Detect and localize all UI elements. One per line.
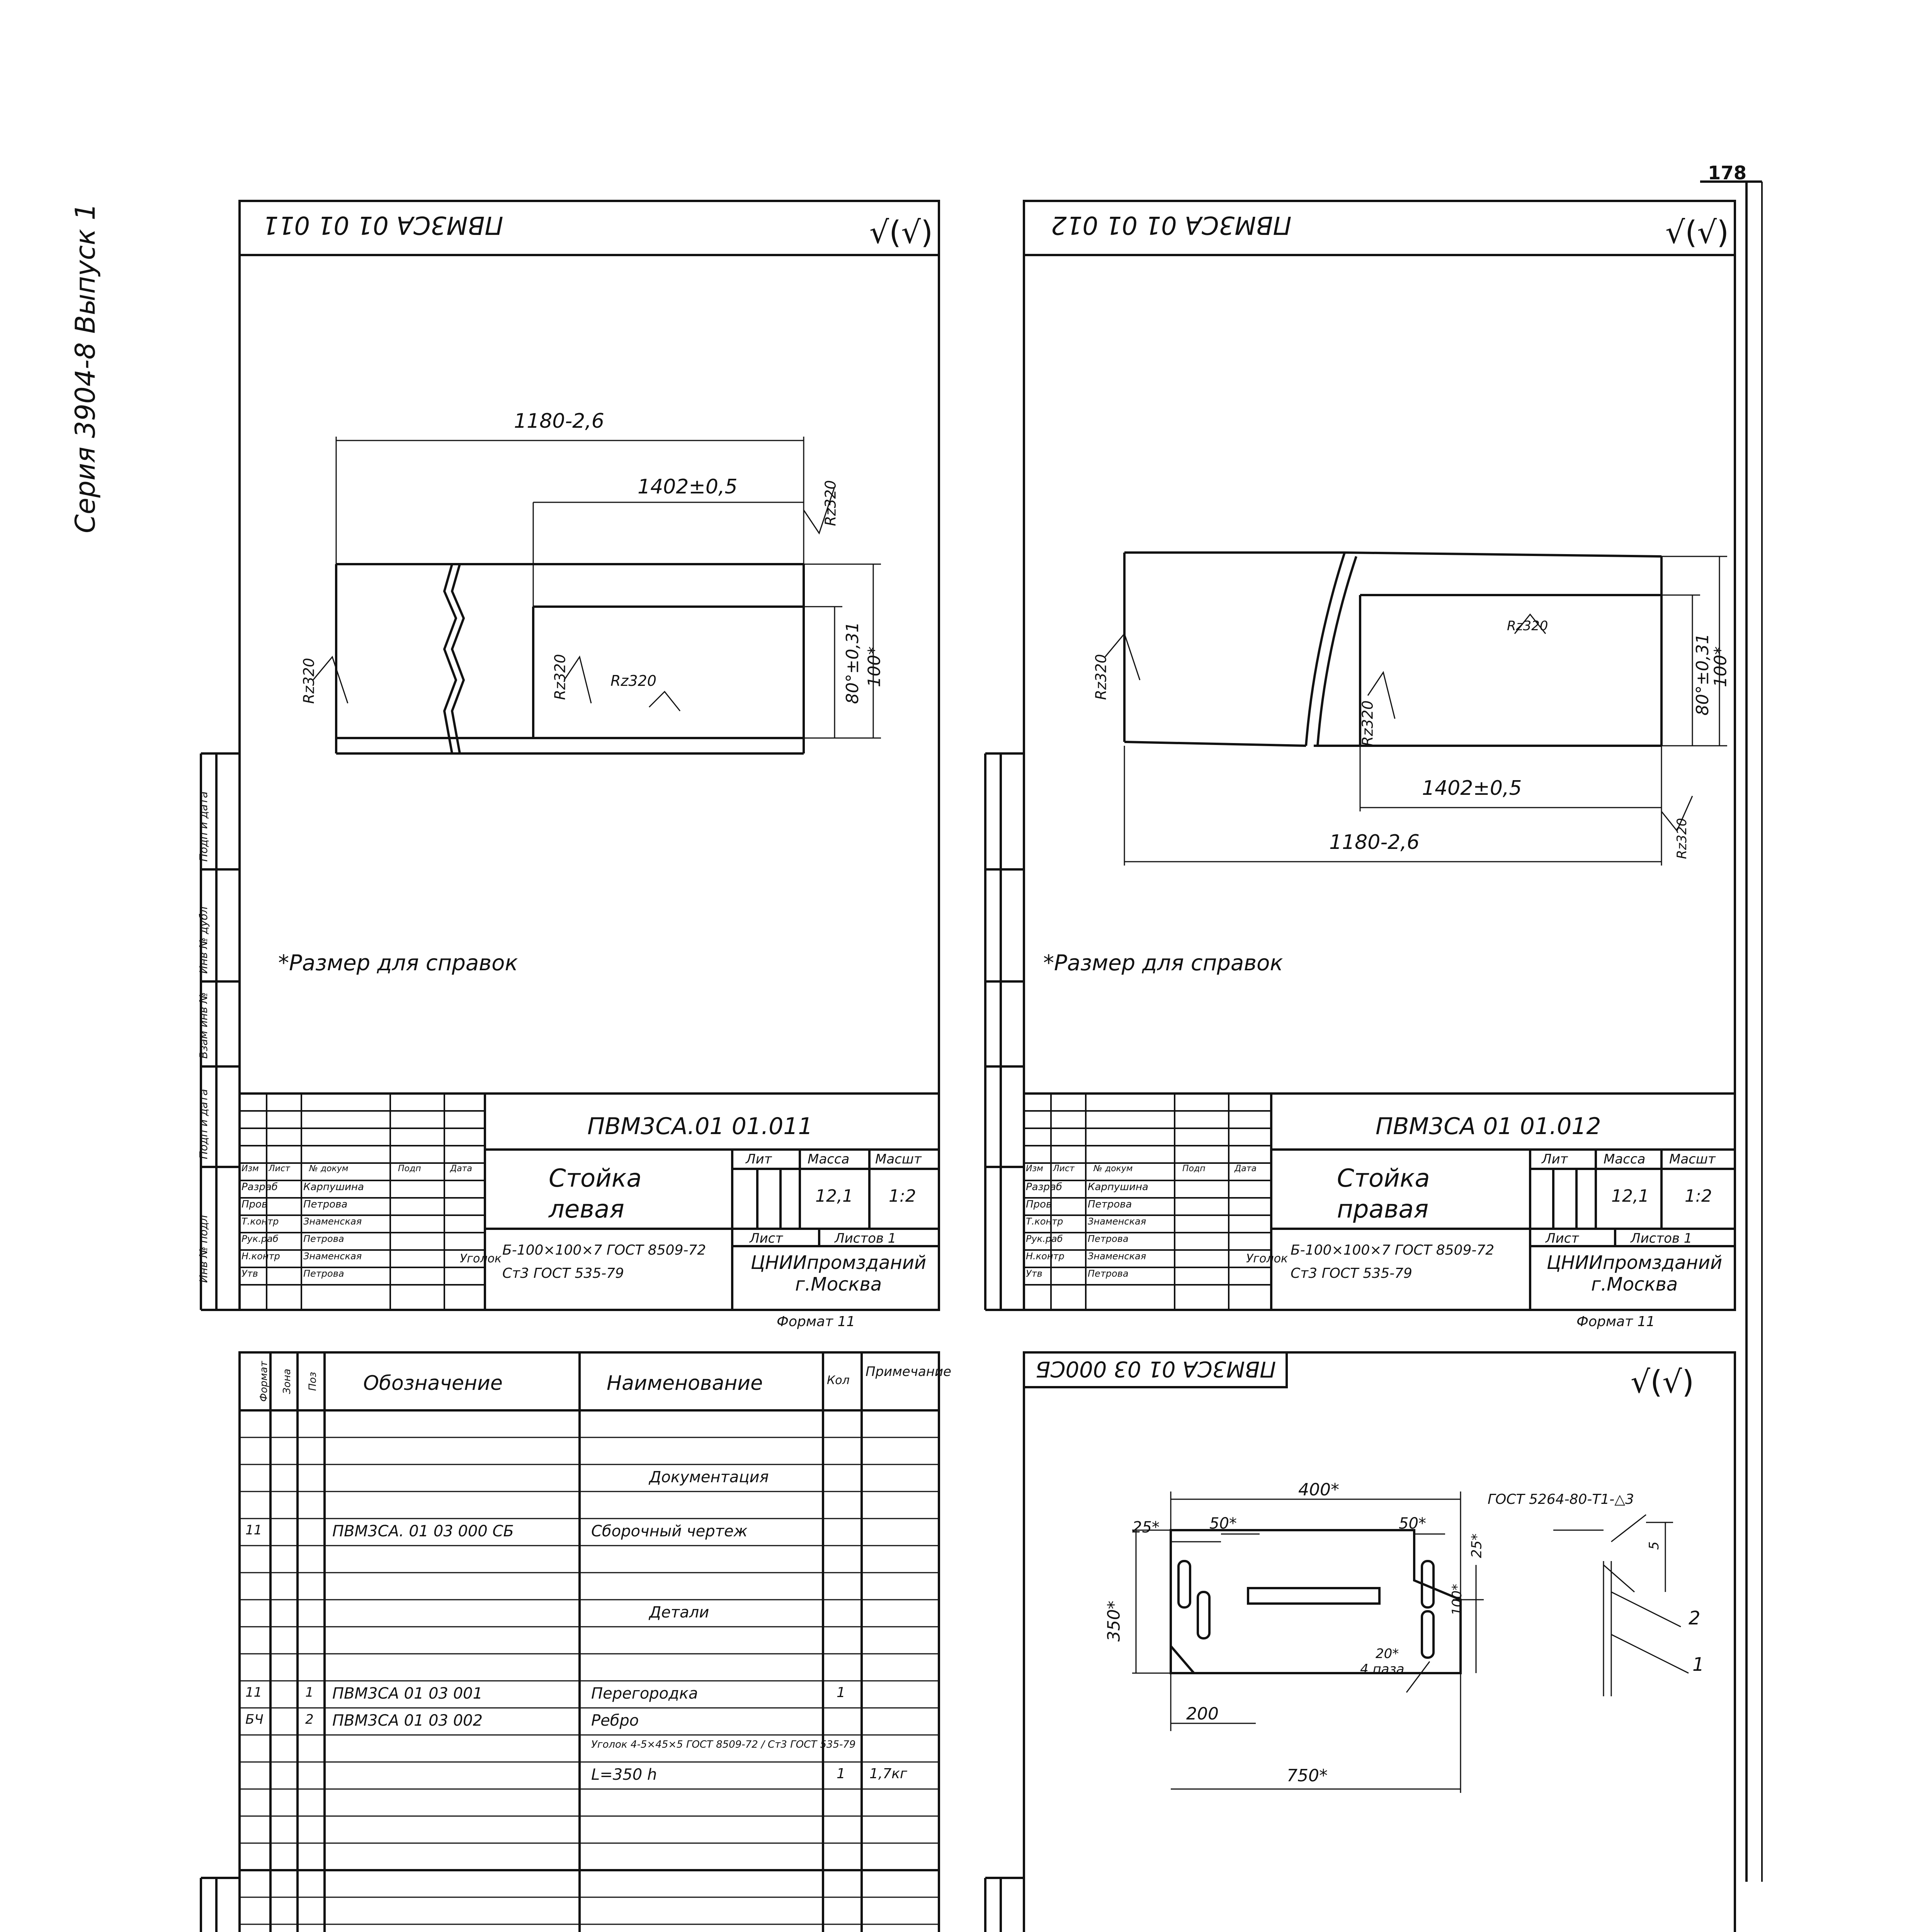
side-stamp: Инв № дубл: [197, 906, 210, 974]
role-name: Знаменская: [1088, 1216, 1146, 1227]
tb-head: Подп: [398, 1164, 421, 1173]
role-name: Петрова: [303, 1268, 344, 1279]
format-label: Формат 11: [1576, 1314, 1655, 1330]
dim-5: 5: [1646, 1541, 1662, 1550]
spec-cell-format: БЧ: [245, 1712, 264, 1727]
role: Т.контр: [1026, 1216, 1063, 1227]
spec-cell-designation: ПВМ3СА 01 03 001: [332, 1685, 483, 1702]
dim-50a: 50*: [1209, 1515, 1237, 1532]
spec-cell-name: Перегородка: [591, 1685, 698, 1702]
tb-head: Изм: [241, 1164, 259, 1173]
dim-25b: 25*: [1469, 1533, 1485, 1558]
roughness-mark: Rz320: [1674, 818, 1690, 859]
roughness-symbol: √(√): [1631, 1364, 1694, 1400]
spec-head-qty: Кол: [827, 1374, 850, 1387]
role-name: Знаменская: [1088, 1251, 1146, 1262]
spec-cell-pos: 1: [305, 1685, 314, 1700]
material-line1: Б-100×100×7 ГОСТ 8509-72: [502, 1242, 706, 1258]
spec-head-name: Наименование: [607, 1372, 763, 1395]
title-name: Стойка правая: [1337, 1164, 1430, 1224]
role: Разраб: [1026, 1181, 1062, 1193]
tb-head: Подп: [1182, 1164, 1206, 1173]
spec-cell-note: 1,7кг: [869, 1766, 907, 1782]
roughness-mark: Rz320: [551, 654, 569, 700]
side-stamp: Подп и дата: [197, 1089, 210, 1159]
dim-height-a: 80°±0,31: [1692, 633, 1712, 716]
lit-label: Лит: [746, 1151, 772, 1167]
spec-cell-qty: 1: [837, 1685, 845, 1701]
role-name: Петрова: [303, 1233, 344, 1244]
spec-cell-designation: ПВМ3СА 01 03 002: [332, 1712, 483, 1730]
dim-holes: 4 паза: [1360, 1662, 1405, 1677]
role-name: Знаменская: [303, 1251, 362, 1262]
scale-label: Масшт: [875, 1151, 922, 1167]
dim-50b: 50*: [1399, 1515, 1426, 1532]
mass-value: 12,1: [1611, 1186, 1649, 1206]
tb-head: № докум: [1093, 1164, 1133, 1173]
top-stamp: ПВМ3СА 01 01 011: [263, 211, 503, 239]
role: Утв: [1026, 1268, 1042, 1279]
role: Т.контр: [241, 1216, 279, 1227]
role-name: Петрова: [303, 1199, 348, 1210]
side-stamp: Подп и дата: [197, 791, 210, 862]
role: Разраб: [241, 1181, 278, 1193]
spec-cell-format: 11: [245, 1522, 262, 1538]
sheets-label: Листов 1: [1631, 1231, 1692, 1246]
role-name: Карпушина: [303, 1181, 364, 1193]
lit-label: Лит: [1542, 1151, 1568, 1167]
tb-head: Дата: [1235, 1164, 1257, 1173]
scale-label: Масшт: [1669, 1151, 1716, 1167]
role-name: Петрова: [1088, 1233, 1129, 1244]
dim-height-b: 100*: [1711, 646, 1731, 687]
role-name: Петрова: [1088, 1268, 1129, 1279]
mass-label: Масса: [1604, 1151, 1646, 1167]
material-label: Уголок: [1246, 1252, 1288, 1265]
roughness-mark: Rz320: [610, 672, 656, 689]
dim-total: 400*: [1298, 1480, 1339, 1500]
role: Пров: [1026, 1199, 1052, 1210]
roughness-mark: Rz320: [822, 480, 839, 526]
reference-note: *Размер для справок: [278, 951, 518, 976]
side-stamp: Инв № подл: [197, 1215, 210, 1283]
tb-head: Лист: [269, 1164, 290, 1173]
spec-head-pos: Поз: [307, 1372, 319, 1391]
roughness-mark: Rz320: [1359, 700, 1376, 747]
format-label: Формат 11: [777, 1314, 855, 1330]
dim-height-b: 100*: [864, 646, 884, 687]
dim-height: 350*: [1104, 1600, 1124, 1642]
spec-cell-name: Сборочный чертеж: [591, 1522, 748, 1540]
top-stamp: ПВМ3СА 01 03 000СБ: [1036, 1356, 1276, 1381]
material-line2: Ст3 ГОСТ 535-79: [1291, 1265, 1412, 1281]
sheet-label: Лист: [750, 1231, 783, 1246]
spec-cell-qty: 1: [837, 1766, 845, 1782]
org-name: ЦНИИпромзданий г.Москва: [1546, 1252, 1723, 1295]
role: Н.контр: [1026, 1251, 1065, 1262]
scale-value: 1:2: [1685, 1186, 1712, 1206]
roughness-mark: Rz320: [1507, 618, 1548, 634]
dim-750: 750*: [1287, 1766, 1328, 1786]
roughness-mark: Rz320: [1092, 654, 1110, 700]
sheets-label: Листов 1: [835, 1231, 896, 1246]
role-name: Знаменская: [303, 1216, 362, 1227]
scale-value: 1:2: [889, 1186, 916, 1206]
position-1: 1: [1692, 1654, 1704, 1675]
spec-head-note: Примечание: [866, 1364, 951, 1379]
sheet-label: Лист: [1546, 1231, 1579, 1246]
mass-label: Масса: [808, 1151, 850, 1167]
tb-head: Изм: [1026, 1164, 1043, 1173]
spec-cell-name: Документация: [649, 1468, 769, 1486]
spec-cell-name: Детали: [649, 1604, 709, 1621]
series-label: Серия 3904-8 Выпуск 1: [70, 203, 101, 533]
dim-inner: 1402±0,5: [1422, 777, 1522, 800]
spec-cell-format: 11: [245, 1685, 262, 1700]
role: Утв: [241, 1268, 258, 1279]
spec-cell-designation: ПВМ3СА. 01 03 000 СБ: [332, 1522, 514, 1540]
top-stamp: ПВМ3СА 01 01 012: [1051, 211, 1292, 239]
role-name: Карпушина: [1088, 1181, 1148, 1193]
role: Рук.раб: [1026, 1233, 1063, 1244]
material-line2: Ст3 ГОСТ 535-79: [502, 1265, 624, 1281]
org-name: ЦНИИпромзданий г.Москва: [750, 1252, 927, 1295]
dim-200: 200: [1186, 1704, 1219, 1724]
dim-100: 100*: [1449, 1584, 1465, 1616]
position-2: 2: [1689, 1607, 1701, 1629]
tb-head: № докум: [309, 1164, 349, 1173]
dim-25a: 25*: [1132, 1519, 1160, 1536]
spec-head-zone: Зона: [281, 1369, 293, 1394]
dim-20: 20*: [1376, 1646, 1399, 1662]
side-stamp: Взам инв №: [197, 992, 210, 1059]
spec-head-format: Формат: [258, 1361, 270, 1402]
dim-length: 1180-2,6: [1329, 831, 1420, 854]
spec-cell-pos: 2: [305, 1712, 314, 1727]
dim-height-a: 80°±0,31: [842, 622, 862, 704]
roughness-mark: Rz320: [300, 658, 318, 704]
spec-cell-name: L=350 h: [591, 1766, 657, 1784]
weld-gost: ГОСТ 5264-80-Т1-△3: [1488, 1492, 1634, 1507]
page-number: 178: [1708, 162, 1747, 184]
role: Пров: [241, 1199, 268, 1210]
role: Н.контр: [241, 1251, 280, 1262]
title-code: ПВМ3СА 01 01.012: [1376, 1113, 1601, 1140]
tb-head: Лист: [1053, 1164, 1075, 1173]
mass-value: 12,1: [815, 1186, 853, 1206]
title-name: Стойка левая: [549, 1164, 642, 1224]
title-code: ПВМ3СА.01 01.011: [587, 1113, 813, 1140]
material-line1: Б-100×100×7 ГОСТ 8509-72: [1291, 1242, 1495, 1258]
reference-note: *Размер для справок: [1043, 951, 1283, 976]
dim-length: 1180-2,6: [514, 410, 604, 433]
roughness-symbol: √(√): [1665, 214, 1729, 250]
material-label: Уголок: [460, 1252, 502, 1265]
spec-cell-name: Ребро: [591, 1712, 639, 1730]
role: Рук.раб: [241, 1233, 279, 1244]
spec-head-designation: Обозначение: [363, 1372, 503, 1395]
roughness-symbol: √(√): [869, 214, 933, 250]
spec-cell-name: Уголок 4-5×45×5 ГОСТ 8509-72 / Ст3 ГОСТ 535-79: [591, 1739, 856, 1750]
role-name: Петрова: [1088, 1199, 1132, 1210]
tb-head: Дата: [450, 1164, 472, 1173]
dim-inner: 1402±0,5: [638, 475, 738, 498]
